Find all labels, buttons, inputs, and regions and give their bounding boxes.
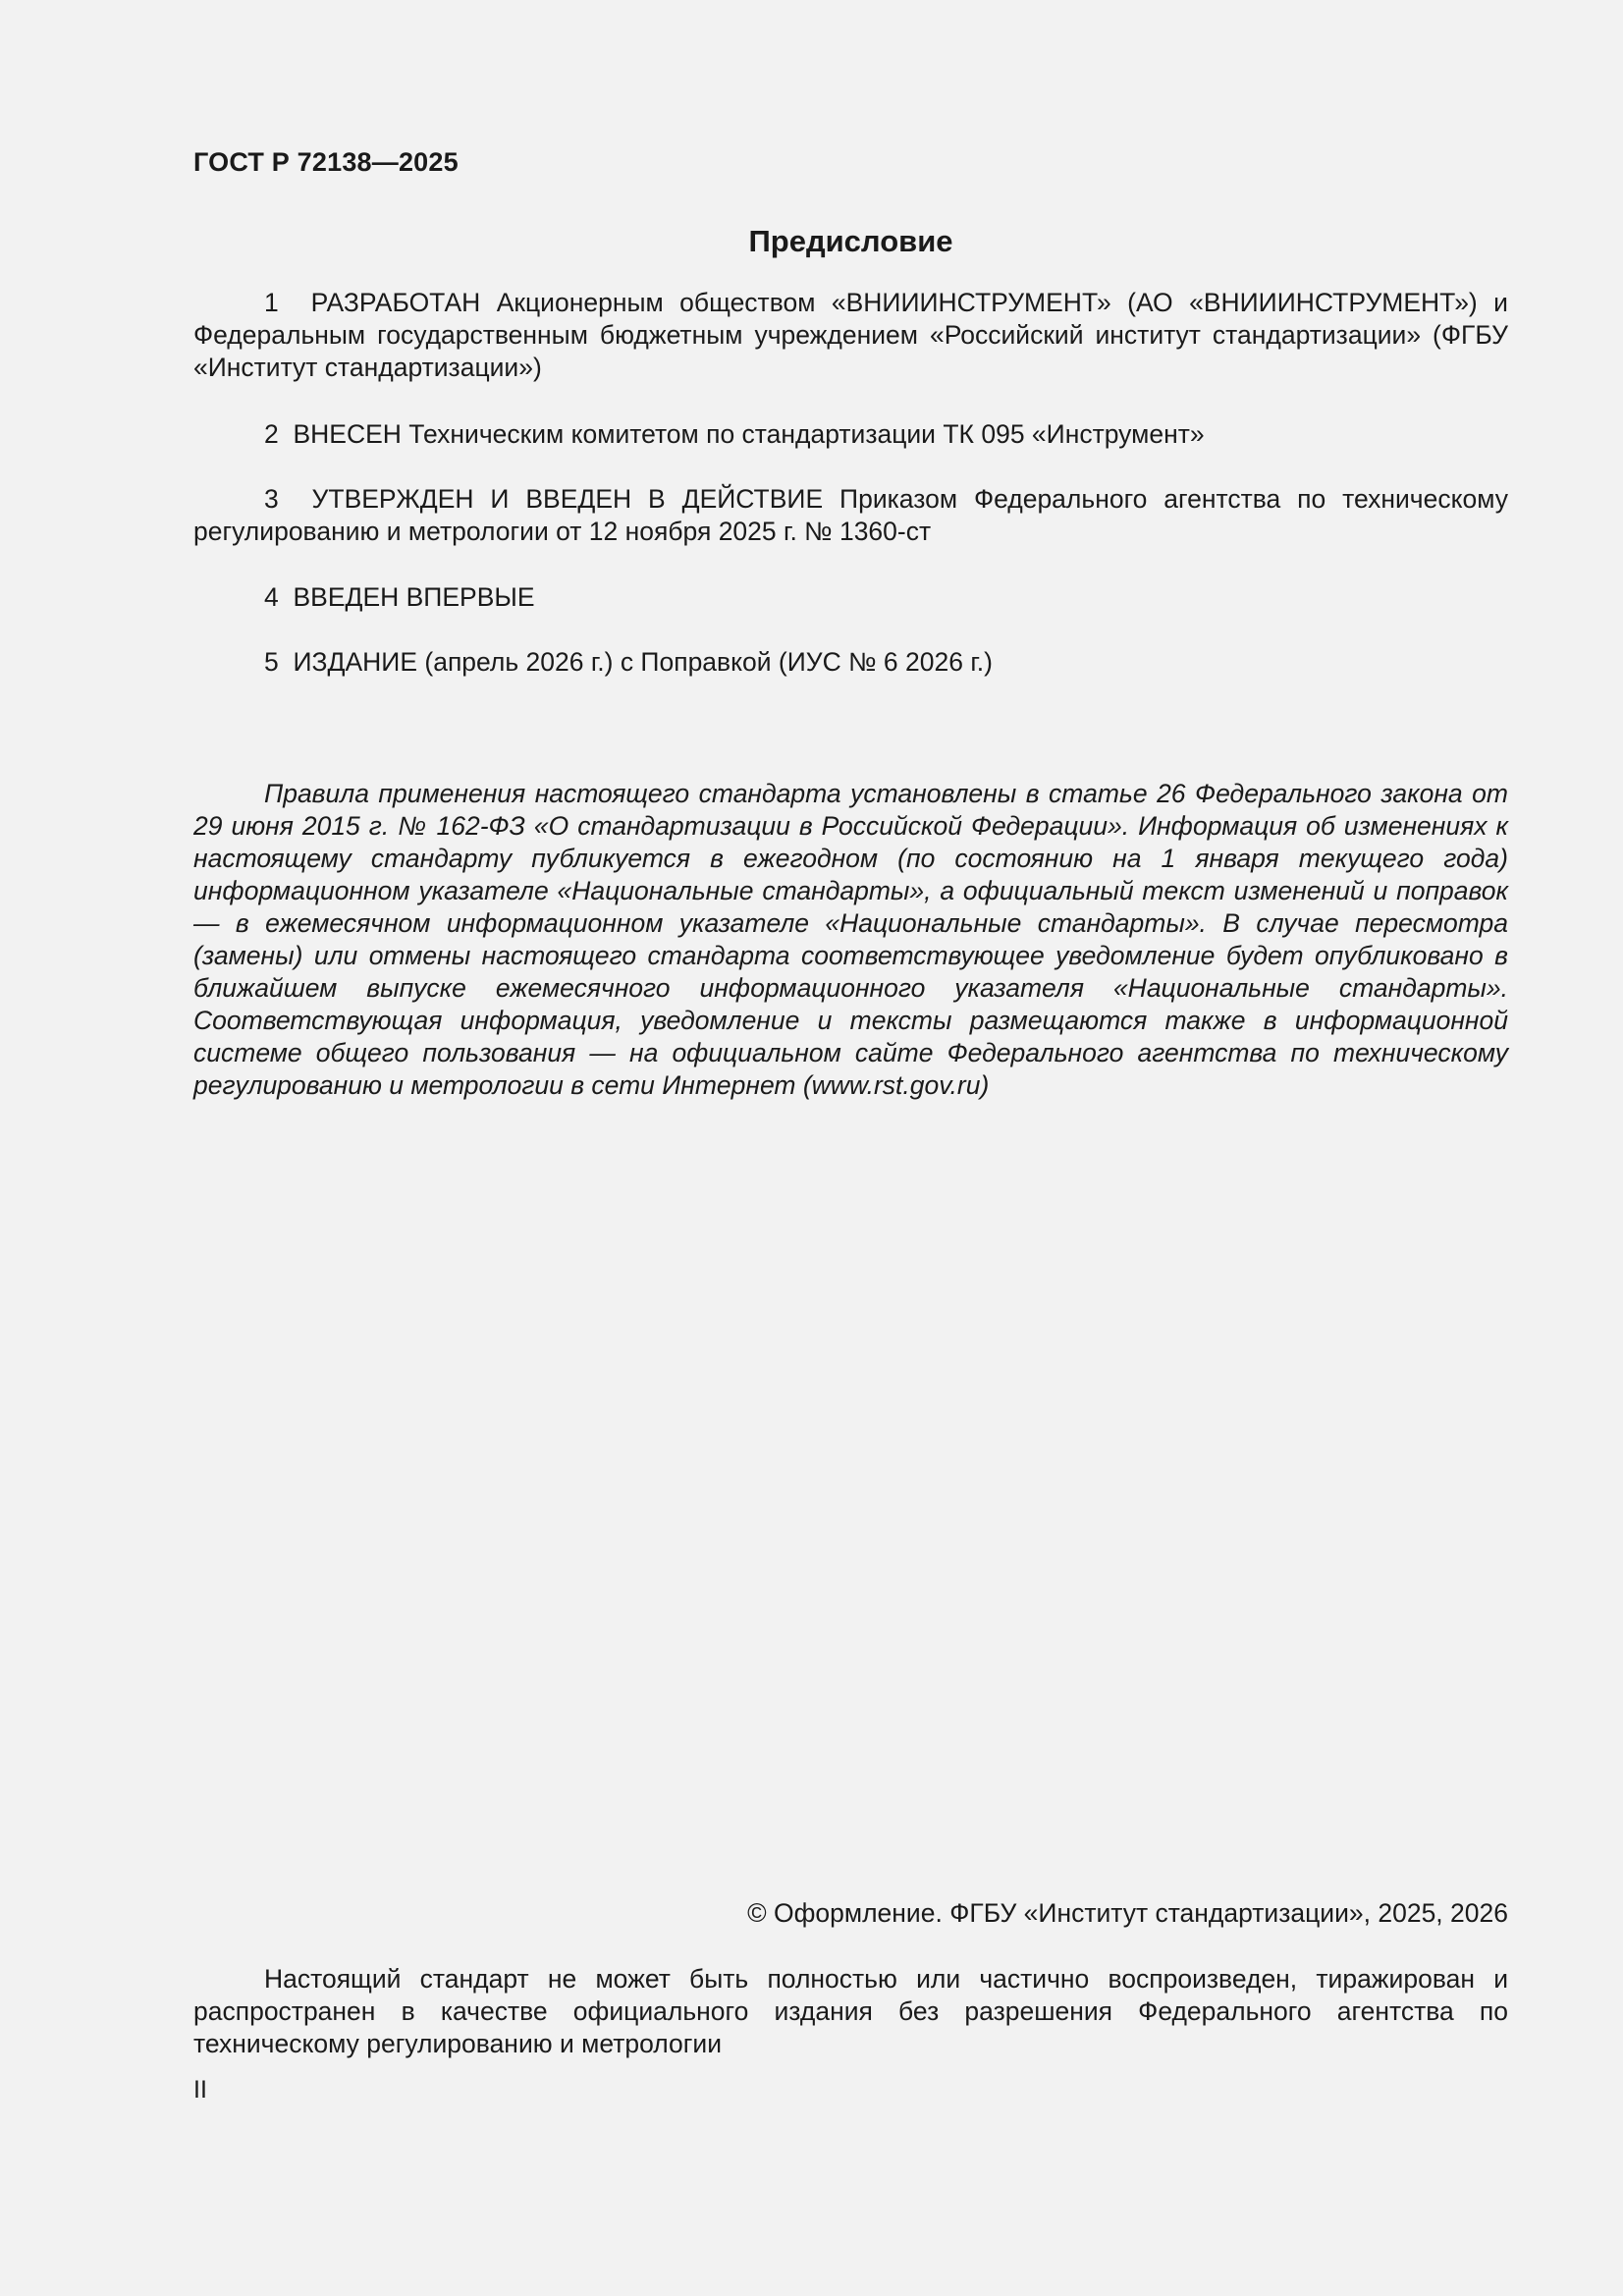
reproduction-notice: Настоящий стандарт не может быть полностью или частично воспроизведен, тиражирован и распространен в качестве официального издания без разрешения Федерального агентства по техническому регулированию и метрологии <box>193 1964 1508 2058</box>
item-text: УТВЕРЖДЕН И ВВЕДЕН В ДЕЙСТВИЕ Приказом Федерального агентства по техническому регулированию и метрологии от 12 ноября 2025 г. № 1360-ст <box>193 484 1508 546</box>
application-rules-text: Правила применения настоящего стандарта установлены в статье 26 Федерального закона от 29 июня 2015 г. № 162-ФЗ «О стандартизации в Российской Федерации». Информация об изменениях к настоящему стандарту публикуется в ежегодном (по состоянию на 1 января текущего года) информационном указателе «Национальные стандарты», а официальный текст изменений и поправок — в ежемесячном информационном указателе «Национальные стандарты». В случае пересмотра (замены) или отмены настоящего стандарта соответствующее уведомление будет опубликовано в ближайшем выпуске ежемесячного информационного указателя «Национальные стандарты». Соответствующая информация, уведомление и тексты размещаются также в информационной системе общего пользования — на официальном сайте Федерального агентства по техническому регулированию и метрологии в сети Интернет (www.rst.gov.ru) <box>193 779 1508 1100</box>
item-number: 1 <box>264 288 279 317</box>
page-number: II <box>193 2076 207 2104</box>
foreword-item-4 <box>193 581 1508 614</box>
page-title: Предисловие <box>748 224 953 258</box>
item-text: РАЗРАБОТАН Акционерным обществом «ВНИИИНСТРУМЕНТ» (АО «ВНИИИНСТРУМЕНТ») и Федеральным государственным бюджетным учреждением «Российский институт стандартизации» (ФГБУ «Институт стандартизации») <box>193 288 1508 382</box>
document-page <box>193 0 1508 2296</box>
item-text: ВВЕДЕН ВПЕРВЫЕ <box>293 582 535 612</box>
copyright-line: © Оформление. ФГБУ «Институт стандартизации», 2025, 2026 <box>747 1898 1508 1928</box>
foreword-item-2 <box>193 418 1508 451</box>
item-number: 2 <box>264 419 279 449</box>
item-text: ИЗДАНИЕ (апрель 2026 г.) с Поправкой (ИУС № 6 2026 г.) <box>293 647 993 677</box>
foreword-item-3 <box>193 483 1508 548</box>
document-code: ГОСТ Р 72138—2025 <box>193 147 459 177</box>
item-number: 4 <box>264 582 279 612</box>
foreword-item-5 <box>193 646 1508 679</box>
item-text: ВНЕСЕН Техническим комитетом по стандартизации ТК 095 «Инструмент» <box>293 419 1205 449</box>
item-number: 5 <box>264 647 279 677</box>
item-number: 3 <box>264 484 279 514</box>
foreword-item-1 <box>193 287 1508 384</box>
